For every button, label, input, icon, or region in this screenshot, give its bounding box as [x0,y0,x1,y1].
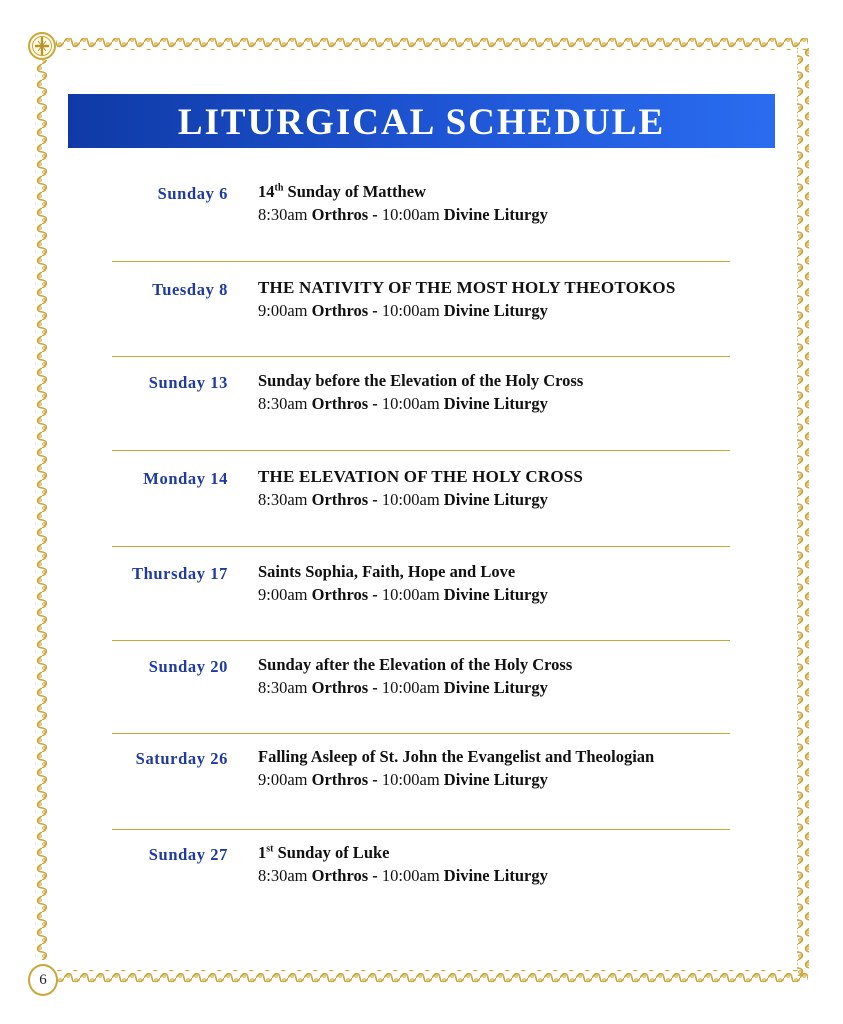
entry-title: Sunday after the Elevation of the Holy Cross [258,655,573,674]
page-number-badge [28,964,58,996]
entry-times: 9:00am Orthros - 10:00am Divine Liturgy [258,585,548,604]
entry-title: THE ELEVATION OF THE HOLY CROSS [258,467,584,486]
title-banner [68,94,775,148]
schedule-entry [0,280,843,330]
entry-title: Falling Asleep of St. John the Evangelist and Theologian [258,747,655,766]
entry-times: 8:30am Orthros - 10:00am Divine Liturgy [258,394,548,413]
schedule-entry [0,184,843,234]
entry-times: 9:00am Orthros - 10:00am Divine Liturgy [258,770,548,789]
entry-times: 8:30am Orthros - 10:00am Divine Liturgy [258,490,548,509]
entry-divider [112,829,730,830]
schedule-entry [0,469,843,519]
entry-times: 8:30am Orthros - 10:00am Divine Liturgy [258,866,548,885]
schedule-entry [0,749,843,799]
entry-date: Thursday 17 [131,564,228,583]
entry-date: Sunday 27 [148,845,228,864]
entry-title: Sunday before the Elevation of the Holy Cross [258,371,584,390]
schedule-entry [0,373,843,423]
entry-title: Saints Sophia, Faith, Hope and Love [258,562,516,581]
entry-times: 8:30am Orthros - 10:00am Divine Liturgy [258,205,548,224]
entry-date: Sunday 20 [148,657,228,676]
schedule-entry [0,657,843,707]
entry-divider [112,733,730,734]
entry-title: 1st Sunday of Luke [258,843,390,862]
cross-emblem-icon [27,29,57,63]
schedule-entry [0,564,843,614]
entry-times: 9:00am Orthros - 10:00am Divine Liturgy [258,301,548,320]
entry-title: THE NATIVITY OF THE MOST HOLY THEOTOKOS [258,278,676,297]
entry-date: Saturday 26 [135,749,228,768]
entry-divider [112,261,730,262]
page-number: 6 [39,971,47,988]
page-title: LITURGICAL SCHEDULE [177,101,666,143]
entry-divider [112,450,730,451]
schedule-entry [0,845,843,895]
entry-date: Monday 14 [143,469,228,488]
entry-date: Tuesday 8 [152,280,228,299]
entry-times: 8:30am Orthros - 10:00am Divine Liturgy [258,678,548,697]
entry-date: Sunday 13 [148,373,228,392]
entry-divider [112,356,730,357]
entry-title: 14th Sunday of Matthew [258,182,426,201]
entry-divider [112,640,730,641]
entry-date: Sunday 6 [157,184,228,203]
entry-divider [112,546,730,547]
